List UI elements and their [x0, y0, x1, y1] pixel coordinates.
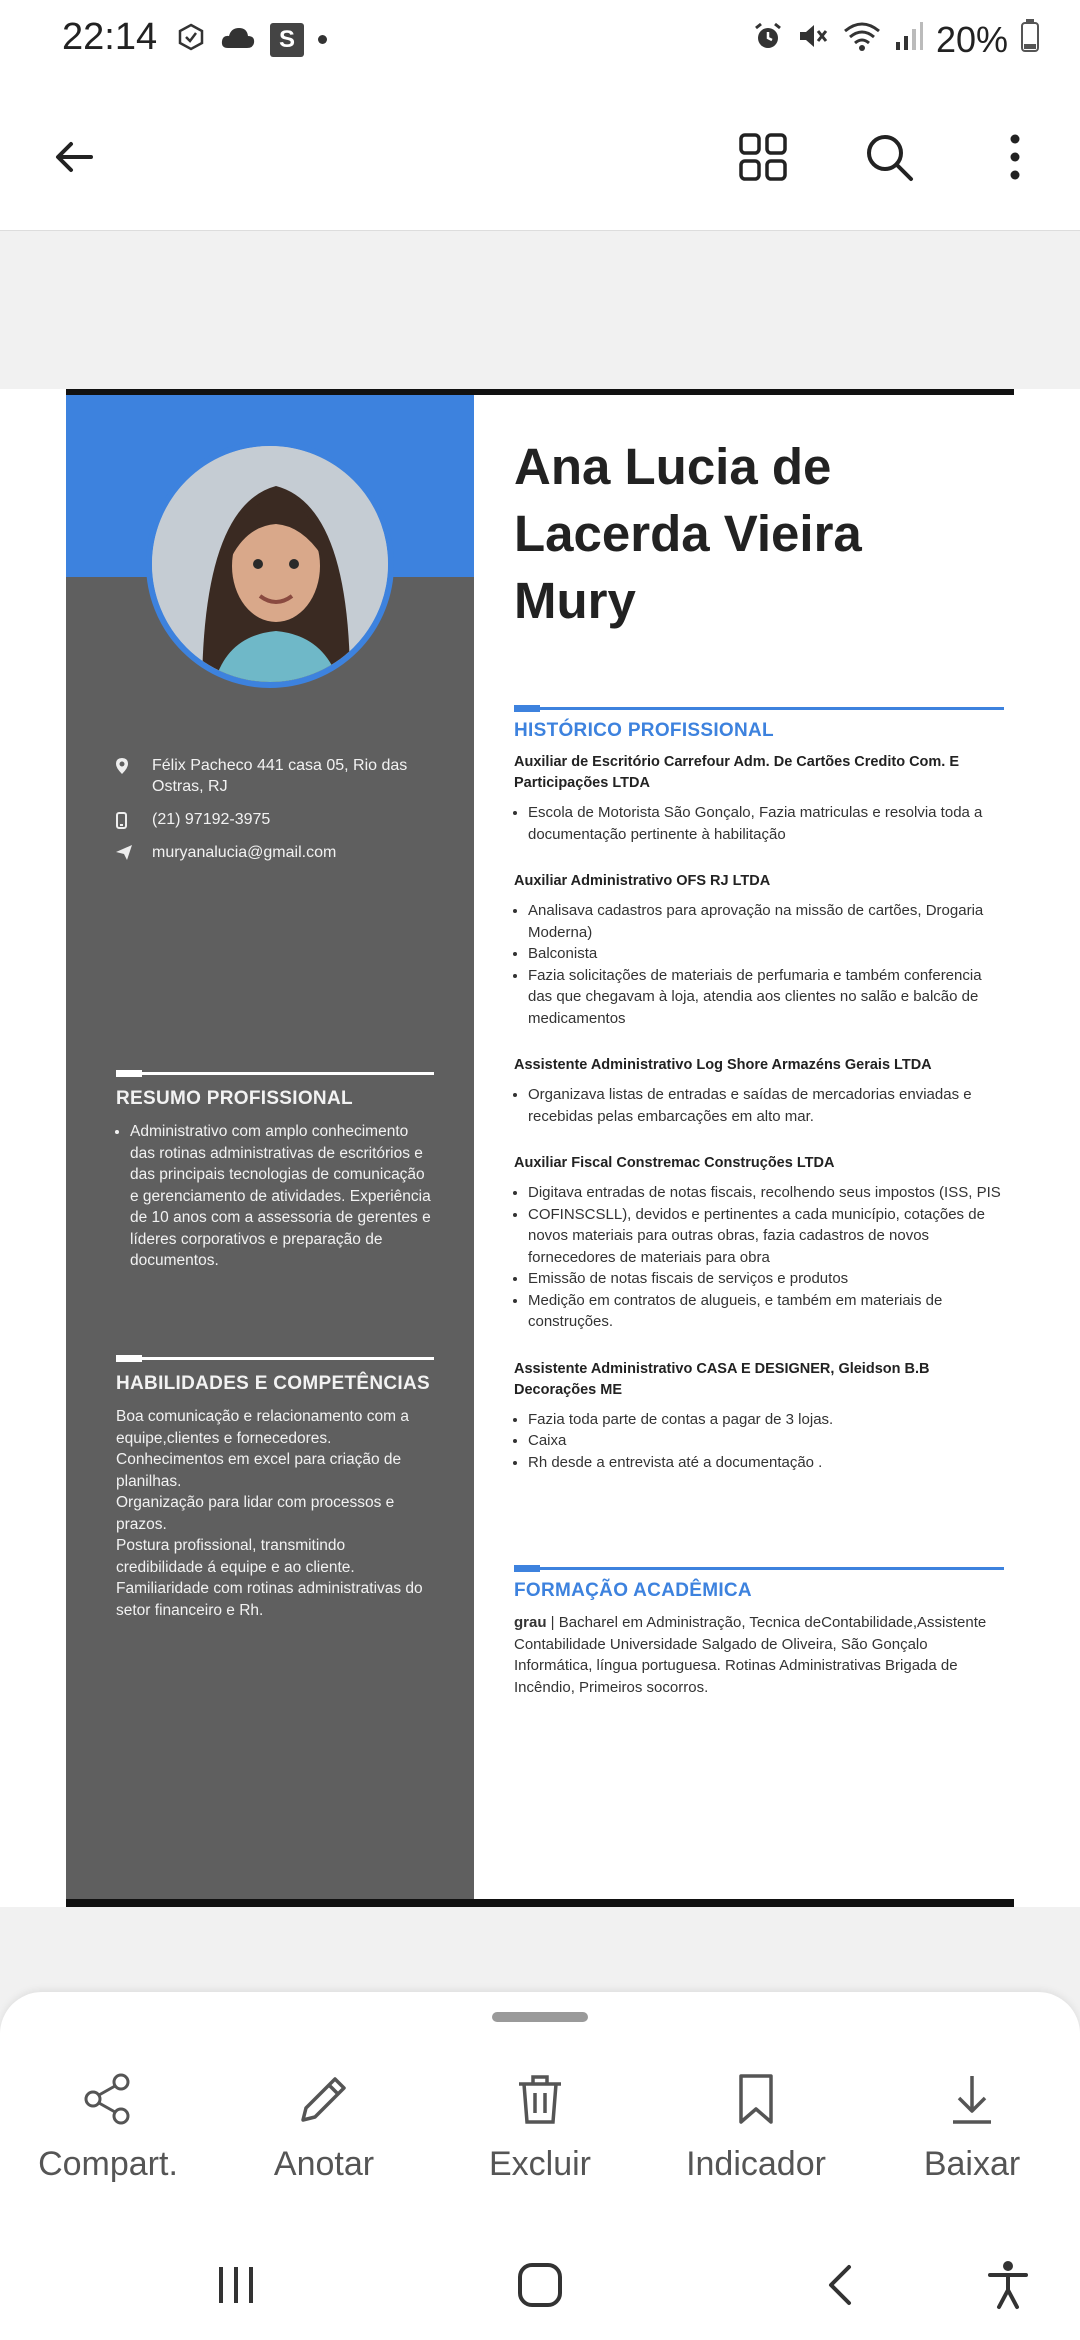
job-entry [514, 1359, 1004, 1474]
section-divider [514, 707, 1004, 710]
resume-main [474, 395, 1014, 1899]
education-label: grau [514, 1614, 547, 1631]
action-bar [0, 2072, 1080, 2184]
education-details: | Bacharel em Administração, Tecnica deContabilidade,Assistente Contabilidade Universidade Salgado de Oliveira, São Gonçalo Informática, língua portuguesa. Rotinas Administrativas Brigada de Incêndio, Primeiros socorros. [514, 1614, 987, 1696]
contact-address: Félix Pacheco 441 casa 05, Rio das Ostras, RJ [116, 755, 446, 797]
signal-icon [894, 19, 924, 61]
job-entry [514, 1055, 1004, 1127]
job-entry [514, 871, 1004, 1029]
search-icon[interactable] [854, 122, 924, 192]
cloud-icon [220, 24, 256, 55]
job-title: Auxiliar de Escritório Carrefour Adm. De Cartões Credito Com. E Participações LTDA [514, 754, 960, 791]
status-bar [0, 0, 1080, 80]
system-nav-bar [0, 2228, 1080, 2340]
skill-line: Postura profissional, transmitindo credibilidade á equipe e ao cliente. [116, 1537, 355, 1576]
section-divider [116, 1072, 434, 1075]
job-detail: • Emissão de notas fiscais de serviços e produtos [528, 1268, 1004, 1290]
grid-view-icon[interactable] [728, 122, 798, 192]
resume-sidebar [66, 395, 474, 1899]
job-entry [514, 752, 1004, 845]
alarm-icon [752, 19, 784, 61]
bookmark-button[interactable]: Indicador [656, 2072, 856, 2184]
annotate-button[interactable]: Anotar [224, 2072, 424, 2184]
download-icon [949, 2072, 995, 2131]
history-heading: HISTÓRICO PROFISSIONAL [514, 720, 774, 741]
s-app-icon: S [270, 23, 304, 57]
mute-icon [796, 19, 830, 61]
job-detail: • Caixa [528, 1430, 1004, 1452]
share-button[interactable]: Compart. [8, 2072, 208, 2184]
location-pin-icon [116, 755, 152, 774]
skill-line: Boa comunicação e relacionamento com a equipe,clientes e fornecedores. [116, 1408, 409, 1447]
job-title: Auxiliar Administrativo OFS RJ LTDA [514, 873, 771, 889]
home-icon[interactable] [500, 2250, 580, 2320]
battery-level: 20% [935, 18, 1008, 60]
send-icon [116, 842, 152, 860]
app-bar [0, 80, 1080, 231]
skills-section [116, 1357, 434, 1621]
contact-phone: (21) 97192-3975 [116, 809, 446, 830]
download-button[interactable]: Baixar [872, 2072, 1072, 2184]
delete-button[interactable]: Excluir [440, 2072, 640, 2184]
wifi-icon [842, 19, 882, 61]
back-arrow-icon[interactable] [40, 122, 110, 192]
job-detail: • Fazia solicitações de materiais de perfumaria e também conferencia das que chegavam à loja, atendia aos clientes no salão e balcão de medicamentos [528, 965, 1004, 1030]
candidate-name: Ana Lucia de Lacerda Vieira Mury [514, 438, 862, 629]
clock: 22:14 [62, 16, 158, 58]
bookmark-icon [735, 2072, 777, 2131]
document-viewer[interactable] [0, 231, 1080, 1931]
section-divider [514, 1567, 1004, 1570]
job-detail: • Rh desde a entrevista até a documentação . [528, 1452, 1004, 1474]
job-title: Assistente Administrativo CASA E DESIGNER, Gleidson B.B Decorações ME [514, 1360, 930, 1398]
pencil-icon [297, 2072, 351, 2131]
history-section [514, 707, 1004, 1499]
job-detail: • Digitava entradas de notas fiscais, recolhendo seus impostos (ISS, PIS [528, 1182, 1004, 1204]
document-page[interactable] [0, 389, 1080, 1907]
education-text [514, 1612, 1004, 1698]
job-title: Assistente Administrativo Log Shore Armazéns Gerais LTDA [514, 1057, 932, 1073]
battery-icon [1020, 18, 1040, 61]
job-detail: • Fazia toda parte de contas a pagar de 3 lojas. [528, 1409, 1004, 1431]
contact-email: muryanalucia@gmail.com [116, 842, 446, 863]
contact-info [116, 755, 446, 875]
job-detail: • COFINSCSLL), devidos e pertinentes a cada município, cotações de novos materiais para outras obras, fazia cadastros de novos fornecedores de materiais para obra [528, 1204, 1004, 1269]
resume [66, 389, 1014, 1907]
sheet-drag-handle[interactable] [492, 2012, 588, 2022]
recent-apps-icon[interactable] [196, 2250, 276, 2320]
summary-section [116, 1072, 434, 1272]
education-heading: FORMAÇÃO ACADÊMICA [514, 1580, 752, 1601]
section-divider [116, 1357, 434, 1360]
notification-dot [318, 35, 327, 44]
skill-line: Familiaridade com rotinas administrativas do setor financeiro e Rh. [116, 1580, 423, 1619]
vpn-icon [176, 22, 206, 57]
accessibility-icon[interactable] [968, 2250, 1048, 2320]
job-detail: • Medição em contratos de alugueis, e também em materiais de construções. [528, 1290, 1004, 1333]
trash-icon [515, 2072, 565, 2131]
action-sheet [0, 1992, 1080, 2340]
job-detail: • Organizava listas de entradas e saídas de mercadorias enviadas e recebidas pelas embarcações em alto mar. [528, 1084, 1004, 1127]
share-icon [83, 2072, 133, 2131]
more-options-icon[interactable] [980, 122, 1050, 192]
job-entry [514, 1153, 1004, 1333]
job-detail: • Analisava cadastros para aprovação na missão de cartões, Drogaria Moderna) [528, 900, 1004, 943]
profile-photo [146, 440, 394, 688]
education-section [514, 1567, 1004, 1698]
back-icon[interactable] [800, 2250, 880, 2320]
skill-line: Conhecimentos em excel para criação de planilhas. [116, 1451, 402, 1490]
job-detail: • Balconista [528, 943, 1004, 965]
summary-heading: RESUMO PROFISSIONAL [116, 1088, 353, 1109]
skills-heading: HABILIDADES E COMPETÊNCIAS [116, 1373, 430, 1394]
summary-text: • Administrativo com amplo conhecimento das rotinas administrativas de escritórios e das principais tecnologias de comunicação e gerenciamento de atividades. Experiência de 10 anos com a assessoria de gerentes e líderes corporativos e preparação de documentos. [130, 1121, 434, 1272]
job-title: Auxiliar Fiscal Constremac Construções LTDA [514, 1155, 835, 1171]
job-detail: • Escola de Motorista São Gonçalo, Fazia matriculas e resolvia toda a documentação pertinente à habilitação [528, 802, 1004, 845]
skill-line: Organização para lidar com processos e prazos. [116, 1494, 395, 1533]
phone-icon [116, 809, 152, 829]
